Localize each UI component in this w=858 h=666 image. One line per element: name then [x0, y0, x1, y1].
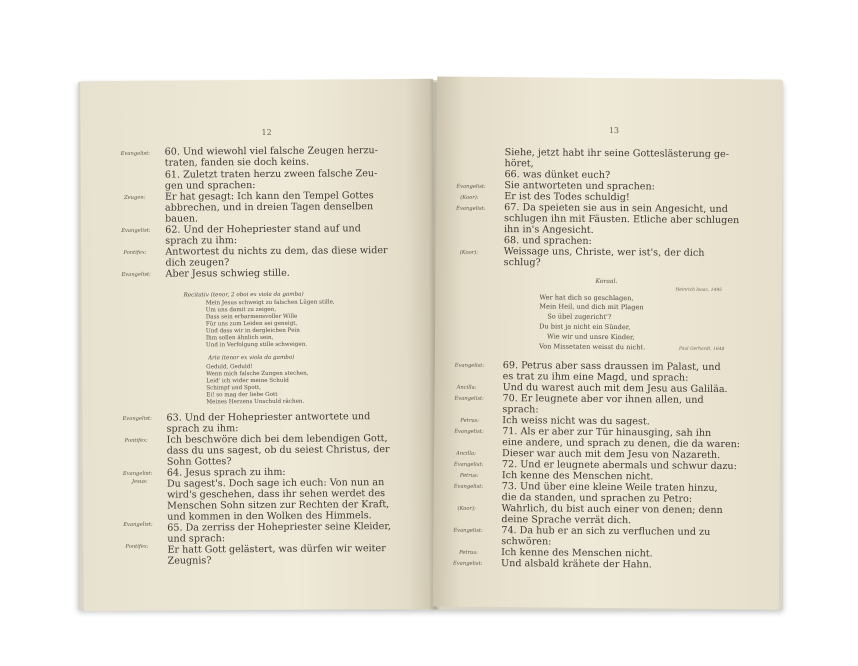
poem-line: Und dass wir in dergleichen Pein	[205, 327, 300, 335]
poem-line: Wenn mich falsche Zungen stechen,	[206, 370, 309, 378]
text-line: Und du warest auch mit dem Jesu aus Galiläa.	[502, 382, 728, 396]
text-line: schlugen ihn mit Fäusten. Etliche aber schlugen	[504, 213, 740, 227]
left-page	[80, 79, 437, 611]
text-line: 60. Und wiewohl viel falsche Zeugen herzu-	[164, 145, 379, 158]
text-line: Wahrlich, du bist auch einer von denen; denn	[501, 503, 723, 517]
speaker-label: Ancilla:	[456, 450, 476, 457]
poem-line: Leid' ich wider meine Schuld	[206, 377, 289, 385]
speaker-label: Evangelist:	[454, 395, 484, 402]
text-line: 65. Da zerriss der Hohepriester seine Kleider,	[167, 521, 391, 534]
text-line: 74. Da hub er an sich zu verfluchen und zu	[501, 525, 711, 538]
poem-line: Schimpf und Spott,	[206, 384, 262, 392]
text-line: es trat zu ihm eine Magd, und sprach:	[502, 371, 689, 384]
speaker-label: Evangelist:	[123, 521, 153, 528]
speaker-label: Evangelist:	[456, 205, 486, 212]
speaker-label: (Koor):	[457, 505, 476, 512]
text-line: schlug?	[503, 257, 541, 269]
text-line: Sie antworteten und sprachen:	[504, 180, 655, 193]
text-line: höret,	[504, 158, 534, 170]
text-line: Er hatt Gott gelästert, was dürfen wir weiter	[167, 543, 386, 556]
speaker-label: Evangelist:	[454, 362, 485, 369]
speaker-label: Petrus:	[459, 472, 479, 479]
text-line: Ich kenne des Menschen nicht.	[501, 470, 654, 483]
text-line: und sprach:	[167, 533, 226, 545]
text-line: die da standen, und sprachen zu Petro:	[501, 492, 693, 505]
speaker-label: (Koor):	[460, 194, 479, 201]
right-page	[433, 77, 784, 610]
text-line: sprach zu ihm:	[166, 423, 239, 435]
speaker-label: Evangelist:	[453, 483, 484, 490]
text-line: schwören:	[501, 536, 552, 548]
choral-author: Heinrich Isaac, 1495	[675, 287, 722, 293]
text-line: traten, fanden sie doch keins.	[164, 156, 310, 169]
speaker-label: Pontifex:	[125, 543, 149, 550]
text-line: bauen.	[165, 213, 199, 225]
text-line: 71. Als er aber zur Tür hinausging, sah ihn	[502, 426, 712, 439]
text-line: 70. Er leugnete aber vor ihnen allen, und	[502, 393, 704, 406]
text-line: gen und sprachen:	[164, 180, 256, 192]
text-line: Dieser war auch mit dem Jesu von Nazareth.	[501, 448, 721, 461]
text-line: sprach:	[502, 404, 539, 416]
text-line: 62. Und der Hohepriester stand auf und	[165, 223, 361, 236]
choral-author: Paul Gerhardt, 1648	[678, 346, 725, 353]
speaker-label: Pontifex:	[123, 249, 147, 256]
aria-heading: Aria (tenor ex viola da gamba)	[208, 354, 295, 362]
poem-line: Wer hat dich so geschlagen,	[539, 293, 634, 303]
speaker-label: (Koor):	[459, 249, 479, 256]
speaker-label: Ancilla:	[456, 384, 477, 391]
poem-line: Mein Heil, und dich mit Plagen	[539, 302, 644, 312]
poem-line: Dass sein erbarmensvoller Wille	[205, 313, 298, 321]
text-line: und kommen in den Wolken des Himmels.	[167, 510, 372, 523]
speaker-label: Petrus:	[460, 417, 479, 424]
speaker-label: Evangelist:	[122, 470, 153, 477]
page-number: 13	[608, 125, 620, 136]
speaker-label: Pontifex:	[124, 437, 148, 444]
text-line: Weissage uns, Christe, wer ist's, der dich	[503, 246, 705, 259]
poem-line: Du bist ja nicht ein Sünder,	[539, 322, 631, 332]
text-line: deine Sprache verrät dich.	[501, 514, 632, 527]
text-line: 63. Und der Hohepriester antwortete und	[166, 411, 371, 424]
text-line: 66. was dünket euch?	[504, 169, 611, 182]
page-number: 12	[261, 127, 272, 137]
speaker-label: Evangelist:	[453, 461, 484, 468]
choral-title: Koraal.	[595, 277, 618, 286]
text-line: Antwortest du nichts zu dem, das diese wider	[165, 245, 388, 258]
text-line: Er ist des Todes schuldig!	[504, 191, 630, 204]
text-line: Zeugnis?	[167, 555, 212, 567]
text-line: 61. Zuletzt traten herzu zween falsche Zeu-	[164, 168, 378, 181]
speaker-label: Evangelist:	[122, 415, 152, 422]
speaker-label: Evangelist:	[121, 227, 151, 234]
speaker-label: Evangelist:	[453, 560, 483, 567]
poem-line: Wie wir und unsre Kinder,	[547, 332, 635, 342]
text-line: Ich kenne des Menschen nicht.	[501, 547, 653, 560]
text-line: abbrechen, und in dreien Tagen denselben	[165, 201, 374, 214]
poem-line: Und in Verfolgung stille schweigen.	[205, 341, 308, 349]
speaker-label: Evangelist:	[453, 527, 483, 534]
speaker-label: Jesus:	[131, 478, 148, 485]
poem-line: Um uns damit zu zeigen,	[205, 306, 277, 314]
speaker-label: Petrus:	[459, 549, 478, 556]
poem-line: Für uns zum Leiden sei geneigt,	[205, 320, 298, 328]
text-line: Sohn Gottes?	[166, 456, 232, 468]
poem-line: Meines Herzens Unschuld rächen.	[206, 398, 305, 406]
text-line: ihn in's Angesicht.	[503, 224, 594, 236]
text-line: Aber Jesus schwieg stille.	[165, 267, 290, 280]
text-line: 72. Und er leugnete abermals und schwur dazu:	[501, 459, 737, 473]
text-line: Siehe, jetzt habt ihr seine Gotteslästerung ge-	[504, 147, 730, 161]
poem-line: Mein Jesus schweigt zu falschen Lügen stille,	[205, 299, 335, 307]
poem-line: Geduld, Geduld!	[206, 364, 253, 371]
text-line: wird's geschehen, dass ihr sehen werdet des	[167, 488, 386, 501]
text-line: Ich beschwöre dich bei dem lebendigen Gott,	[166, 433, 388, 446]
text-line: Menschen Sohn sitzen zur Rechten der Kraft,	[167, 499, 390, 512]
speaker-label: Evangelist:	[456, 183, 486, 190]
recitativ-heading: Recitativ (tenor, 2 oboi ex viola da gamba)	[183, 291, 304, 299]
speaker-label: Evangelist:	[120, 150, 151, 157]
text-line: Und alsbald krähete der Hahn.	[501, 558, 652, 571]
text-line: 69. Petrus aber sass draussen im Palast, und	[502, 360, 721, 373]
text-line: dich zeugen?	[165, 257, 230, 269]
speaker-label: Zeugen:	[123, 194, 146, 201]
text-line: 64. Jesus sprach zu ihm:	[166, 466, 286, 479]
text-line: 73. Und über eine kleine Weile traten hinzu,	[501, 481, 718, 494]
speaker-label: Evangelist:	[121, 271, 151, 278]
text-line: 67. Da speieten sie aus in sein Angesicht, und	[504, 202, 728, 216]
text-line: 68. und sprachen:	[503, 235, 592, 247]
speaker-label: Evangelist:	[454, 428, 484, 435]
text-line: Er hat gesagt: Ich kann den Tempel Gottes	[164, 190, 374, 203]
poem-line: So übel zugericht'?	[547, 312, 612, 322]
text-line: Du sagest's. Doch sage ich euch: Von nun an	[166, 477, 385, 490]
text-line: eine andere, und sprach zu denen, die da waren:	[502, 437, 741, 451]
poem-line: Von Missetaten weisst du nicht.	[538, 342, 646, 352]
text-line: Ich weiss nicht was du sagest.	[502, 415, 650, 428]
poem-line: Ei! so mag der liebe Gott	[206, 391, 278, 399]
text-line: sprach zu ihm:	[165, 235, 238, 247]
text-line: dass du uns sagest, ob du seiest Christus, der	[166, 444, 390, 457]
poem-line: Ihm sollen ähnlich sein,	[205, 334, 274, 342]
